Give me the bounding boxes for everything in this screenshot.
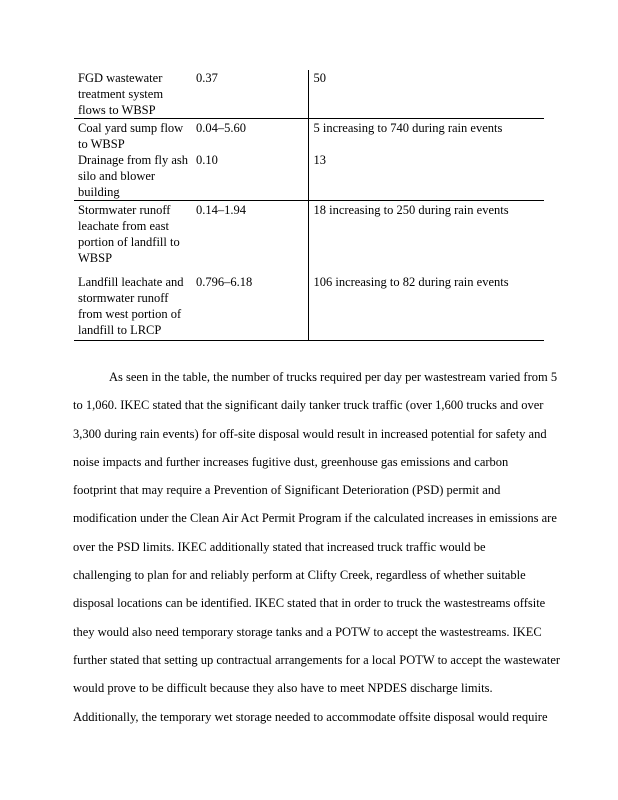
paragraph-line: challenging to plan for and reliably perform at Clifty Creek, regardless of whether suitable [73,568,526,583]
paragraph-line: noise impacts and further increases fugitive dust, greenhouse gas emissions and carbon [73,454,509,469]
wastestream-truck-table [74,70,544,341]
flow-cell: 0.10 [196,153,218,167]
table-row [74,119,544,153]
paragraph-line: modification under the Clean Air Act Permit Program if the calculated increases in emissions are [73,511,557,526]
trucks-cell: 13 [308,152,544,201]
flow-cell: 0.37 [196,71,218,85]
paragraph-line: disposal locations can be identified. IKEC stated that in order to truck the wastestreams offsite [73,596,546,611]
source-cell: Stormwater runoff leachate from east portion of landfill to WBSP [74,201,192,267]
trucks-cell: 106 increasing to 82 during rain events [308,266,544,341]
source-cell: FGD wastewater treatment system flows to WBSP [78,71,164,117]
paragraph-line: to 1,060. IKEC stated that the significant daily tanker truck traffic (over 1,600 trucks and over [73,398,544,413]
table-body [74,70,544,341]
paragraph-line: over the PSD limits. IKEC additionally stated that increased truck traffic would be [73,539,486,554]
paragraph-line: As seen in the table, the number of trucks required per day per wastestream varied from 5 [109,370,558,384]
body-paragraph [73,363,561,731]
paragraph-line: would prove to be difficult because they also have to meet NPDES discharge limits. [73,681,493,696]
flow-cell: 0.04–5.60 [192,119,308,153]
table-row [74,266,544,341]
paragraph-line: footprint that may require a Prevention of Significant Deterioration (PSD) permit and [73,483,501,498]
paragraph-line: 3,300 during rain events) for off-site disposal would result in increased potential for safety and [73,426,547,441]
trucks-cell: 50 [308,70,544,119]
source-cell: Drainage from fly ash silo and blower building [78,153,189,199]
table-row [74,152,544,201]
flow-cell: 0.796–6.18 [192,266,308,341]
trucks-cell: 5 increasing to 740 during rain events [308,119,544,153]
table-row [74,201,544,267]
paragraph-line: they would also need temporary storage tanks and a POTW to accept the wastestreams. IKEC [73,624,542,639]
trucks-cell: 18 increasing to 250 during rain events [308,201,544,267]
source-cell: Landfill leachate and stormwater runoff from west portion of landfill to LRCP [74,266,192,341]
paragraph-line: Additionally, the temporary wet storage needed to accommodate offsite disposal would require [73,709,548,724]
source-cell: Coal yard sump flow to WBSP [74,119,192,153]
paragraph-line: further stated that setting up contractual arrangements for a local POTW to accept the wastewater [73,652,561,667]
table-row [74,70,544,119]
flow-cell: 0.14–1.94 [192,201,308,267]
